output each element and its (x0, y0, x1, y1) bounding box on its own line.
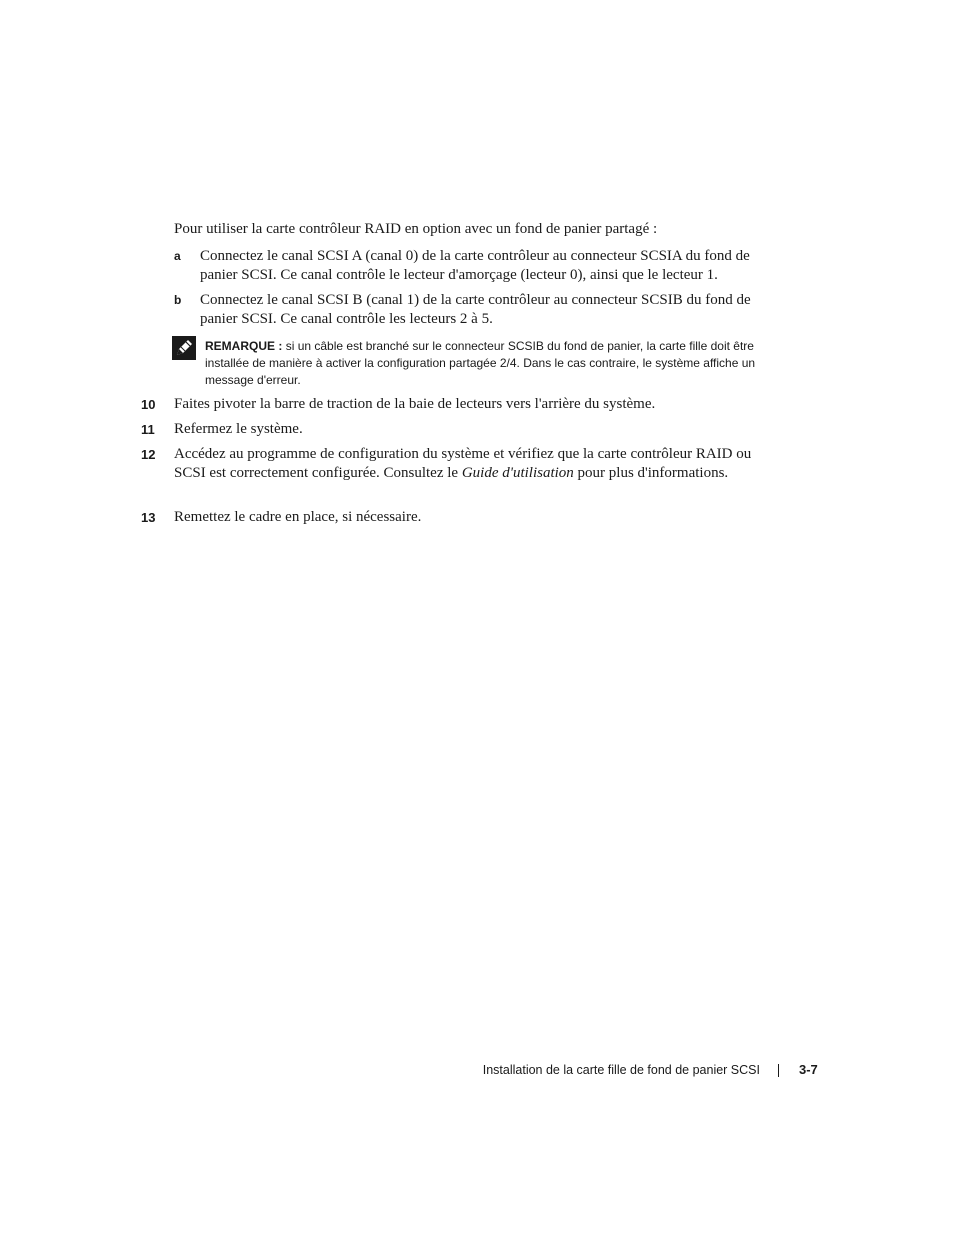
substep-label-a: a (174, 249, 181, 263)
intro-paragraph: Pour utiliser la carte contrôleur RAID en option avec un fond de panier partagé : (174, 221, 658, 237)
step-text-13: Remettez le cadre en place, si nécessaire. (174, 509, 422, 525)
step-number-11: 11 (141, 422, 155, 437)
step-text-12 (174, 445, 759, 483)
step-text-11: Refermez le système. (174, 421, 303, 437)
note-label: REMARQUE : (205, 339, 283, 353)
pencil-note-icon (172, 336, 196, 360)
footer-separator (778, 1064, 779, 1077)
substep-text-b: Connectez le canal SCSI B (canal 1) de la carte contrôleur au connecteur SCSIB du fond de panier SCSI. Ce canal contrôle les lecteurs 2 à 5. (200, 292, 751, 327)
note-body: si un câble est branché sur le connecteur SCSIB du fond de panier, la carte fille doit être installée de manière à activer la configuration partagée 2/4. Dans le cas contraire, le système affiche un message d'erreur. (205, 339, 756, 387)
step-text-10: Faites pivoter la barre de traction de la baie de lecteurs vers l'arrière du système. (174, 396, 656, 412)
step-number-12: 12 (141, 447, 156, 462)
guide-title: Guide d'utilisation (461, 465, 574, 481)
substep-text-a: Connectez le canal SCSI A (canal 0) de la carte contrôleur au connecteur SCSIA du fond de panier SCSI. Ce canal contrôle le lecteur d'amorçage (lecteur 0), ainsi que le lecteur 1. (200, 248, 750, 283)
step-number-13: 13 (141, 510, 156, 525)
substep-label-b: b (174, 293, 182, 307)
step-12-text-before: Accédez au programme de configuration du système et vérifiez que la carte contrôleur RAID ou SCSI est correctement configurée. Consultez le (174, 446, 752, 481)
step-12-text-after: pour plus d'informations. (577, 465, 729, 481)
page-number: 3-7 (799, 1062, 818, 1077)
note-text (205, 338, 765, 389)
step-number-10: 10 (141, 397, 156, 412)
footer-chapter-title: Installation de la carte fille de fond de panier SCSI (482, 1063, 760, 1077)
